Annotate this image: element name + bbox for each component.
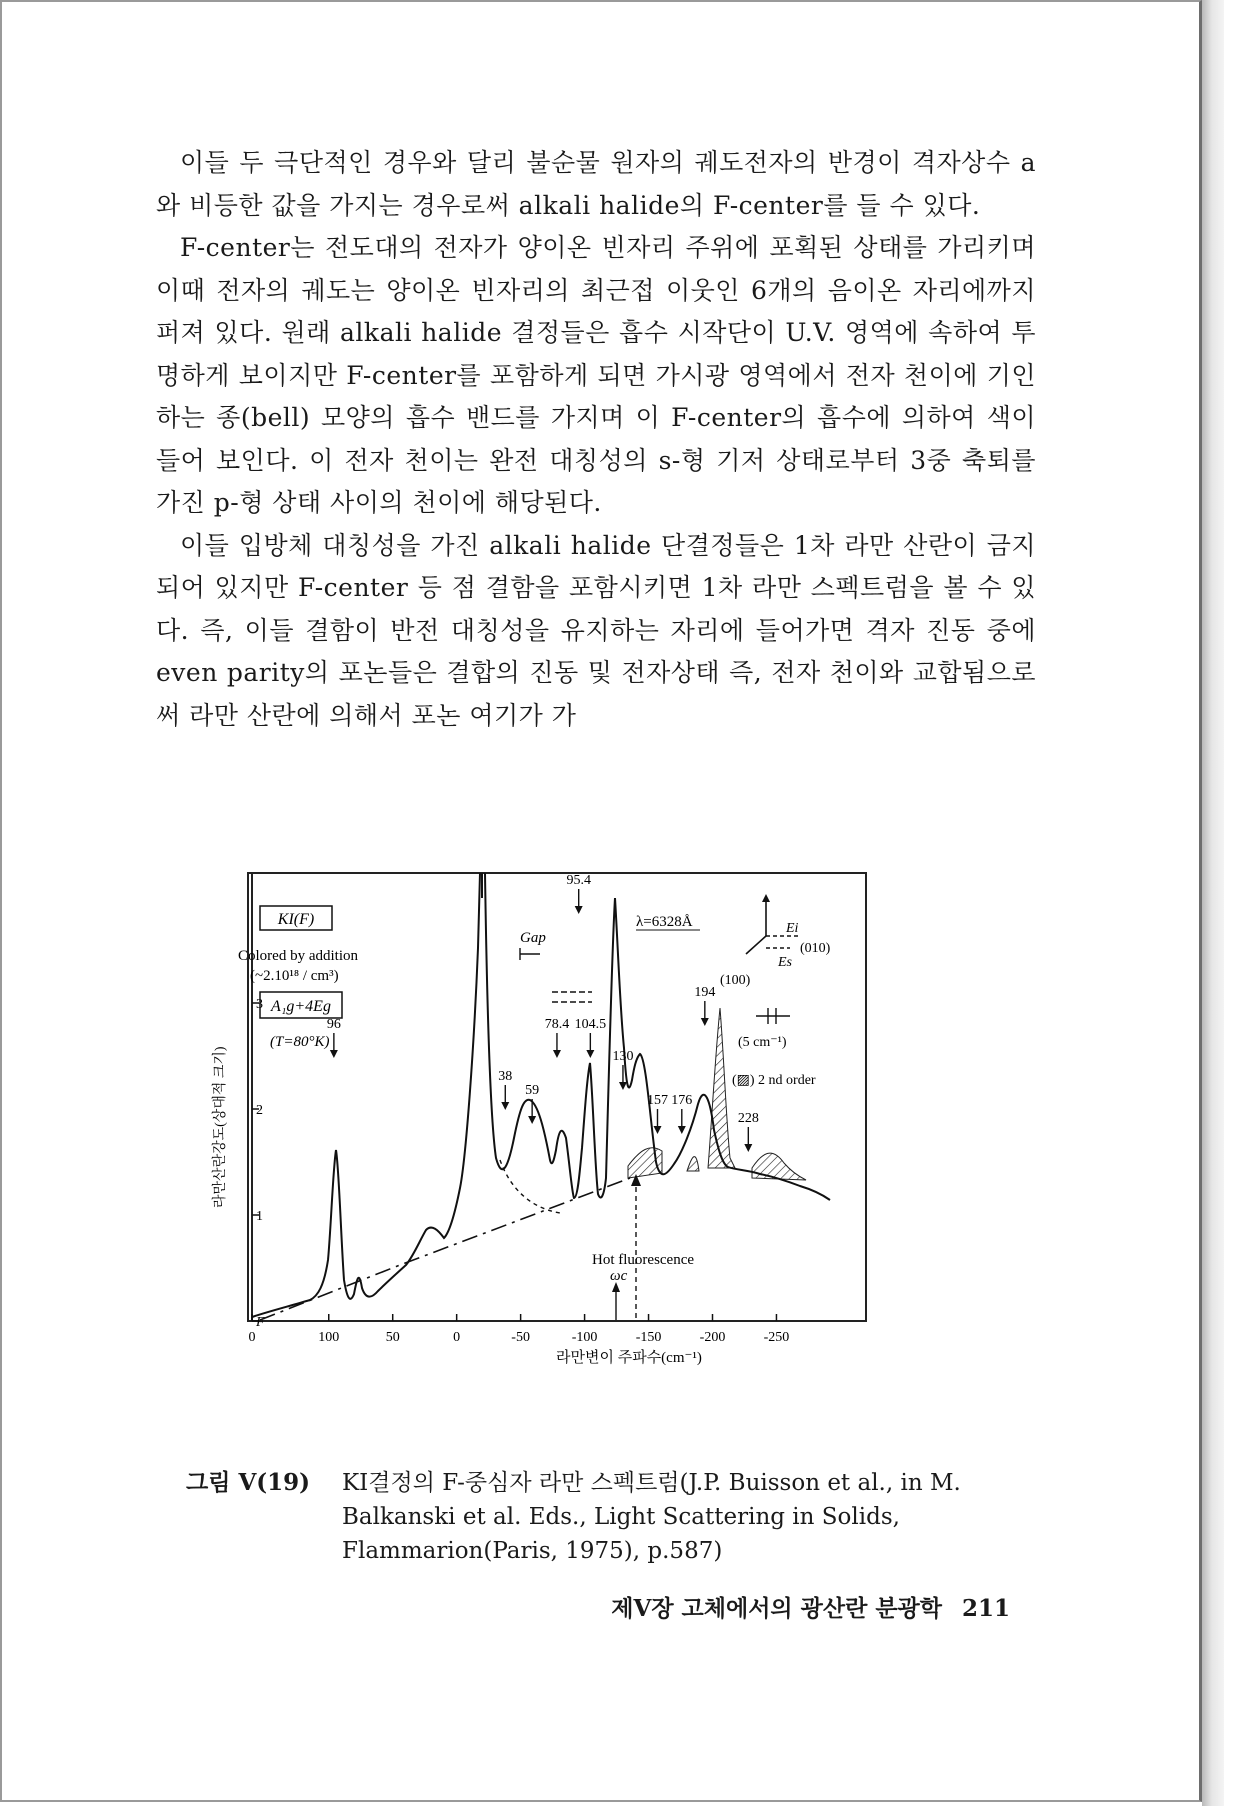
peak-arrowhead-8 xyxy=(678,1126,686,1134)
x-tick-label-2: 50 xyxy=(385,1330,400,1345)
y-tick-label-2: 2 xyxy=(256,1103,263,1118)
peak-label-10: 228 xyxy=(737,1111,759,1126)
paragraph-1: 이들 두 극단적인 경우와 달리 불순물 원자의 궤도전자의 반경이 격자상수 a와 비등한 값을 가지는 경우로써 alkali halide의 F-center를 들 수 있다. xyxy=(156,148,1036,220)
y-tick-label-0: F xyxy=(256,1315,265,1330)
polarization-diagram xyxy=(720,894,831,988)
peak-arrowhead-9 xyxy=(701,1018,709,1026)
x-tick-label-0: 0 xyxy=(248,1330,256,1345)
figure-caption xyxy=(186,1466,1016,1568)
e-i-label: Ei xyxy=(786,921,799,936)
x-tick-label-3: 0 xyxy=(453,1330,461,1345)
dir-010-label: (010) xyxy=(800,941,831,956)
peak-label-5: 104.5 xyxy=(574,1017,607,1032)
x-axis-label: 라만변이 주파수(cm⁻¹) xyxy=(556,1350,702,1366)
running-footer xyxy=(580,1590,1010,1623)
peak-label-9: 194 xyxy=(694,985,716,1000)
hot-fluorescence-label: Hot fluorescence xyxy=(592,1252,695,1268)
peak-label-6: 130 xyxy=(612,1049,634,1064)
dotted-extension xyxy=(500,1160,560,1213)
peak-arrowhead-10 xyxy=(744,1144,752,1152)
hatch-region-4 xyxy=(752,1153,806,1180)
spectrum-svg xyxy=(200,868,980,1438)
gap-marker xyxy=(520,948,592,1002)
resolution-label: (5 cm⁻¹) xyxy=(738,1035,787,1050)
omega-c-label: ωc xyxy=(610,1268,628,1284)
raman-spectrum-figure xyxy=(200,868,980,1438)
peak-label-0: 96 xyxy=(326,1017,341,1032)
wavelength-label: λ=6328Å xyxy=(636,914,693,930)
x-tick-label-8: -250 xyxy=(763,1330,790,1345)
caption-label: 그림 V(19) xyxy=(186,1469,311,1496)
peak-arrowhead-0 xyxy=(330,1050,338,1058)
peak-label-2: 59 xyxy=(525,1083,540,1098)
y-tick-label-1: 1 xyxy=(256,1209,263,1224)
peak-arrowhead-2 xyxy=(528,1116,536,1124)
dir-100-label: (100) xyxy=(720,973,751,988)
peak-arrowhead-6 xyxy=(619,1082,627,1090)
concentration-label: (~2.10¹⁸ / cm³) xyxy=(250,968,339,984)
x-tick-label-7: -200 xyxy=(699,1330,726,1345)
y-axis-label: 라만산란강도(상대적 크기) xyxy=(213,1046,228,1208)
paragraph-2: F-center는 전도대의 전자가 양이온 빈자리 주위에 포획된 상태를 가리키며 이때 전자의 궤도는 양이온 빈자리의 최근접 이웃인 6개의 음이온 자리에까지 퍼져 있다. 원래 alkali halide 결정들은 흡수 시작단이 U.V. 영역에 속하여 투명하게 보이지만 F-center를 포함하게 되면 가시광 영역에서 전자 천이에 기인하는 종(bell) 모양의 흡수 밴드를 가지며 이 F-center의 흡수에 의하여 색이 들어 보인다. 이 전자 천이는 완전 대칭성의 s-형 기저 상태로부터 3중 축퇴를 가진 p-형 상태 사이의 천이에 해당된다. xyxy=(156,233,1036,517)
peak-arrowhead-5 xyxy=(586,1050,594,1058)
peak-label-4: 95.4 xyxy=(566,873,591,888)
x-tick-label-5: -100 xyxy=(571,1330,598,1345)
paragraph-3: 이들 입방체 대칭성을 가진 alkali halide 단결정들은 1차 라만 산란이 금지되어 있지만 F-center 등 점 결함을 포함시키면 1차 라만 스펙트럼을 볼 수 있다. 즉, 이들 결함이 반전 대칭성을 유지하는 자리에 들어가면 격자 진동 중에 even parity의 포논들은 결합의 진동 및 전자상태 즉, 전자 천이와 교합됨으로써 라만 산란에 의해서 포논 여기가 가 xyxy=(156,530,1036,730)
colored-by-label: Colored by addition xyxy=(238,948,358,964)
peak-label-1: 38 xyxy=(498,1069,513,1084)
peak-label-7: 157 xyxy=(646,1093,668,1108)
fluorescence-baseline xyxy=(260,1178,630,1320)
sample-label: KI(F) xyxy=(277,911,315,928)
second-order-label: (▨) 2 nd order xyxy=(732,1073,816,1088)
peak-label-8: 176 xyxy=(671,1093,693,1108)
body-text xyxy=(156,142,1036,737)
x-tick-label-4: -50 xyxy=(511,1330,530,1345)
page-number: 211 xyxy=(961,1595,1010,1622)
x-tick-label-6: -150 xyxy=(635,1330,662,1345)
y-tick-label-3: 3 xyxy=(256,997,263,1012)
symmetry-label: A₁g+4Eg xyxy=(271,998,331,1015)
caption-text: KI결정의 F-중심자 라만 스펙트럼(J.P. Buisson et al., in M. Balkanski et al. Eds., Light Scattering in Solids, Flammarion(Paris, 1975), p.587) xyxy=(342,1470,961,1564)
gap-label: Gap xyxy=(520,930,546,946)
resolution-marker xyxy=(756,1008,790,1024)
peak-arrowhead-4 xyxy=(575,906,583,914)
page-edge xyxy=(1202,0,1224,1806)
plot-frame xyxy=(248,873,866,1321)
hatch-region-3 xyxy=(708,1008,735,1168)
chapter-title: 제V장 고체에서의 광산란 분광학 xyxy=(611,1595,942,1622)
peak-label-3: 78.4 xyxy=(544,1017,570,1032)
e-s-label: Es xyxy=(778,955,792,970)
temperature-label: (T=80°K) xyxy=(270,1034,330,1050)
peak-arrowhead-7 xyxy=(653,1126,661,1134)
hatch-region-2 xyxy=(687,1157,699,1171)
x-tick-label-1: 100 xyxy=(318,1330,340,1345)
peak-arrowhead-3 xyxy=(553,1050,561,1058)
peak-arrowhead-1 xyxy=(501,1102,509,1110)
